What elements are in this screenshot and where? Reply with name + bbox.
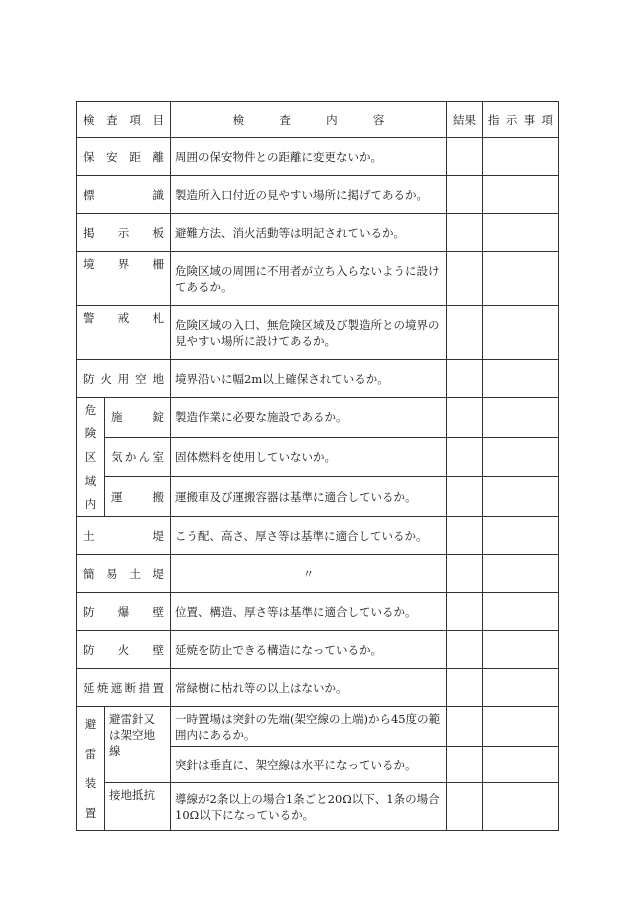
label-char: 防 (83, 604, 95, 619)
label-char: 延 (83, 680, 95, 695)
lightning-label (77, 707, 105, 831)
item-label (81, 528, 166, 544)
label-char: 防 (83, 371, 95, 386)
label-char: 示 (505, 112, 518, 127)
label-char: 火 (117, 642, 130, 657)
instruction-cell[interactable] (483, 214, 559, 252)
label-char: 安 (106, 149, 118, 164)
item-label (109, 489, 166, 505)
content-cell: 避難方法、消火活動等は明記されているか。 (171, 214, 447, 252)
label-char: 堤 (152, 566, 164, 581)
instruction-cell[interactable] (483, 555, 559, 593)
label-char: 容 (372, 112, 385, 127)
label-char: 検 (232, 112, 245, 127)
item-label (81, 566, 166, 582)
table-row (77, 360, 559, 398)
table-row (77, 593, 559, 631)
vertical-char: 雷 (84, 746, 97, 761)
label-char: 断 (124, 680, 137, 695)
table-row (77, 306, 559, 360)
label-char: 戒 (117, 311, 130, 325)
label-char: か (124, 449, 137, 464)
label-char: 搬 (152, 489, 164, 504)
content-cell: 製造作業に必要な施設であるか。 (171, 398, 447, 438)
label-char: 距 (129, 149, 141, 164)
label-char: 火 (100, 371, 112, 386)
content-cell: 導線が2条以上の場合1条ごと20Ω以下、1条の場合10Ω以下になっているか。 (171, 783, 447, 831)
instruction-cell[interactable] (483, 669, 559, 707)
vertical-char: 危 (84, 402, 97, 417)
item-label (81, 642, 166, 658)
content-cell: 延焼を防止できる構造になっているか。 (171, 631, 447, 669)
result-cell[interactable] (447, 747, 483, 783)
label-char: 警 (83, 311, 95, 325)
vertical-char: 置 (84, 805, 97, 820)
label-char: 識 (152, 187, 164, 202)
header-result: 結果 (447, 102, 483, 138)
item-label: 接地抵抗 (105, 783, 171, 831)
instruction-cell[interactable] (483, 631, 559, 669)
result-cell[interactable] (447, 631, 483, 669)
instruction-cell[interactable] (483, 252, 559, 306)
item-label (109, 409, 166, 425)
label-char: 項 (541, 112, 553, 127)
item-label (81, 149, 166, 165)
label-char: 焼 (96, 680, 109, 695)
instruction-cell[interactable] (483, 398, 559, 438)
instruction-cell[interactable] (483, 138, 559, 176)
label-char: 境 (83, 257, 95, 271)
label-char: 防 (83, 642, 95, 657)
content-cell: 位置、構造、厚さ等は基準に適合しているか。 (171, 593, 447, 631)
label-char: 堤 (152, 528, 164, 543)
label-char: 離 (152, 149, 164, 164)
result-cell[interactable] (447, 252, 483, 306)
result-cell[interactable] (447, 360, 483, 398)
label-char: 目 (152, 112, 164, 127)
instruction-cell[interactable] (483, 593, 559, 631)
item-label (81, 604, 166, 620)
instruction-cell[interactable] (483, 707, 559, 747)
result-cell[interactable] (447, 138, 483, 176)
instruction-cell[interactable] (483, 360, 559, 398)
label-char: 壁 (152, 642, 164, 657)
label-char: 室 (152, 449, 164, 464)
label-char: 査 (106, 112, 118, 127)
label-char: 土 (129, 566, 141, 581)
label-char: 空 (135, 371, 147, 386)
label-char: 査 (279, 112, 291, 127)
table-row (77, 398, 559, 438)
vertical-char: 装 (84, 776, 97, 791)
label-char: 指 (488, 112, 500, 127)
result-cell[interactable] (447, 593, 483, 631)
label-char: 錠 (152, 410, 164, 425)
item-label (109, 449, 166, 465)
vertical-char: 区 (84, 449, 97, 464)
label-char: 運 (111, 489, 123, 504)
content-cell: 周囲の保安物件との距離に変更ないか。 (171, 138, 447, 176)
table-row (77, 517, 559, 555)
inspection-table (76, 101, 559, 831)
content-cell: 運搬車及び運搬容器は基準に適合しているか。 (171, 477, 447, 517)
content-cell: 境界沿いに幅2m以上確保されているか。 (171, 360, 447, 398)
content-cell: 危険区域の入口、無危険区域及び製造所との境界の見やすい場所に設けてあるか。 (171, 306, 447, 360)
item-label (81, 256, 166, 272)
label-char: 掲 (83, 225, 95, 240)
label-char: 気 (111, 449, 123, 464)
table-row (77, 252, 559, 306)
instruction-cell[interactable] (483, 747, 559, 783)
instruction-cell[interactable] (483, 783, 559, 831)
label-char: 置 (152, 680, 164, 695)
result-cell[interactable] (447, 214, 483, 252)
result-cell[interactable] (447, 477, 483, 517)
header-instruction (483, 102, 559, 138)
content-cell: 突針は垂直に、架空線は水平になっているか。 (171, 747, 447, 783)
header-content (171, 102, 447, 138)
result-cell[interactable] (447, 437, 483, 477)
item-label: 避雷針又は架空地線 (105, 707, 171, 783)
item-label (81, 371, 166, 387)
danger-zone-label (77, 398, 105, 517)
label-char: 項 (129, 112, 141, 127)
content-cell: 製造所入口付近の見やすい場所に掲げてあるか。 (171, 176, 447, 214)
result-cell[interactable] (447, 306, 483, 360)
table-row (77, 176, 559, 214)
label-char: 板 (152, 225, 164, 240)
table-row (77, 631, 559, 669)
label-char: 措 (138, 680, 151, 695)
table-row (77, 214, 559, 252)
instruction-cell[interactable] (483, 437, 559, 477)
label-char: 易 (106, 566, 118, 581)
content-cell: 常緑樹に枯れ等の以上はないか。 (171, 669, 447, 707)
label-char: 界 (117, 257, 130, 271)
table-row (77, 669, 559, 707)
label-char: 検 (83, 112, 95, 127)
label-char: 札 (152, 311, 164, 325)
result-cell[interactable] (447, 517, 483, 555)
label-char: 施 (111, 410, 123, 425)
table-row (77, 707, 559, 747)
label-char: 遮 (110, 680, 123, 695)
label-char: 事 (523, 112, 536, 127)
table-row (77, 555, 559, 593)
instruction-cell[interactable] (483, 517, 559, 555)
content-cell: 一時置場は突針の先端(架空線の上端)から45度の範囲内にあるか。 (171, 707, 447, 747)
table-row (77, 477, 559, 517)
result-cell[interactable] (447, 398, 483, 438)
table-row (77, 437, 559, 477)
instruction-cell[interactable] (483, 477, 559, 517)
label-char: 地 (152, 371, 164, 386)
item-label (81, 225, 166, 241)
vertical-char: 内 (84, 497, 97, 512)
content-cell: こう配、高さ、厚さ等は基準に適合しているか。 (171, 517, 447, 555)
label-char: ん (138, 449, 151, 464)
label-char: 土 (83, 528, 95, 543)
label-char: 柵 (152, 257, 164, 271)
label-char: 保 (83, 149, 95, 164)
header-row (77, 102, 559, 138)
item-label (81, 187, 166, 203)
table-row (77, 783, 559, 831)
label-char: 爆 (117, 604, 130, 619)
content-cell: 〃 (171, 555, 447, 593)
table-row (77, 138, 559, 176)
label-char: 壁 (152, 604, 164, 619)
label-char: 用 (117, 371, 130, 386)
content-cell: 危険区域の周囲に不用者が立ち入らないように設けてあるか。 (171, 252, 447, 306)
label-char: 簡 (83, 566, 95, 581)
label-char: 示 (117, 225, 130, 240)
label-char: 内 (326, 112, 338, 127)
label-char: 標 (83, 187, 95, 202)
item-label (81, 310, 166, 326)
vertical-char: 険 (84, 426, 97, 441)
instruction-cell[interactable] (483, 306, 559, 360)
instruction-cell[interactable] (483, 176, 559, 214)
result-cell[interactable] (447, 555, 483, 593)
vertical-char: 避 (84, 717, 97, 732)
result-cell[interactable] (447, 783, 483, 831)
vertical-char: 域 (84, 473, 97, 488)
result-cell[interactable] (447, 176, 483, 214)
content-cell: 固体燃料を使用していないか。 (171, 437, 447, 477)
item-label (81, 680, 166, 696)
header-item (77, 102, 171, 138)
result-cell[interactable] (447, 669, 483, 707)
result-cell[interactable] (447, 707, 483, 747)
